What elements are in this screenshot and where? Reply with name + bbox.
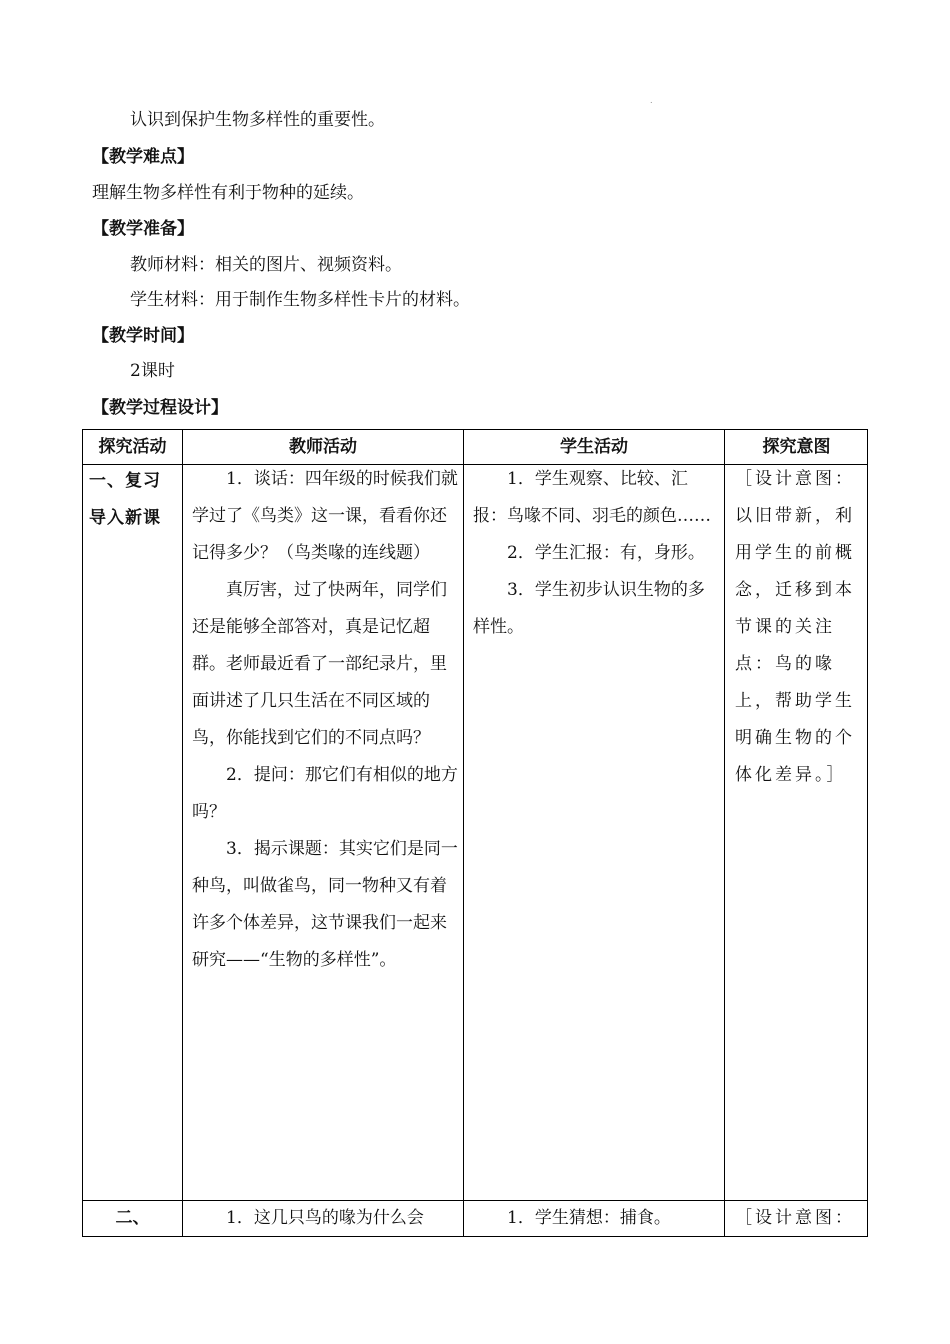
row1-activity: 一、复习导入新课 bbox=[89, 471, 161, 528]
row2-teacher: 1．这几只鸟的喙为什么会 bbox=[226, 1208, 424, 1228]
heading-process: 【教学过程设计】 bbox=[92, 398, 228, 418]
teacher-paragraph: 真厉害，过了快两年，同学们还是能够全部答对，真是记忆超群。老师最近看了一部纪录片，里面讲述了几只生活在不同区域的鸟，你能找到它们的不同点吗？ bbox=[192, 580, 447, 748]
column-divider bbox=[724, 430, 725, 1236]
column-divider bbox=[182, 430, 183, 1236]
time-text: 2课时 bbox=[130, 361, 175, 381]
header-activity: 探究活动 bbox=[98, 437, 167, 457]
column-divider bbox=[463, 430, 464, 1236]
intro-line: 认识到保护生物多样性的重要性。 bbox=[130, 110, 385, 130]
teacher-paragraph: 3．揭示课题：其实它们是同一种鸟，叫做雀鸟，同一物种又有着许多个体差异，这节课我们一起来研究——“生物的多样性”。 bbox=[192, 839, 458, 970]
teacher-paragraph: 1．谈话：四年级的时候我们就学过了《鸟类》这一课，看看你还记得多少？（鸟类喙的连线题） bbox=[192, 469, 458, 563]
process-table bbox=[82, 429, 868, 1237]
heading-preparation: 【教学准备】 bbox=[92, 219, 194, 239]
row2-activity: 二、 bbox=[115, 1208, 150, 1228]
stray-mark: . bbox=[650, 96, 653, 105]
heading-time: 【教学时间】 bbox=[92, 326, 194, 346]
row1-teacher-cell bbox=[192, 461, 458, 979]
row2-design: ［设计意图： bbox=[735, 1208, 855, 1228]
header-teacher: 教师活动 bbox=[289, 437, 357, 457]
row1-student-cell bbox=[473, 461, 719, 646]
student-paragraph: 3．学生初步认识生物的多样性。 bbox=[473, 580, 705, 637]
student-paragraph: 1．学生观察、比较、汇报：鸟喙不同、羽毛的颜色…… bbox=[473, 469, 711, 526]
header-design: 探究意图 bbox=[762, 437, 831, 457]
teacher-paragraph: 2．提问：那它们有相似的地方吗？ bbox=[192, 765, 458, 822]
student-paragraph: 2．学生汇报：有，身形。 bbox=[507, 543, 705, 563]
row1-design: ［设计意图：以旧带新，利用学生的前概念，迁移到本节课的关注点：鸟的喙上，帮助学生明确生物的个体化差异。］ bbox=[735, 469, 855, 785]
difficulty-text: 理解生物多样性有利于物种的延续。 bbox=[92, 183, 364, 203]
teacher-materials: 教师材料：相关的图片、视频资料。 bbox=[130, 255, 402, 275]
header-student: 学生活动 bbox=[560, 437, 628, 457]
student-materials: 学生材料：用于制作生物多样性卡片的材料。 bbox=[130, 290, 470, 310]
heading-difficulty: 【教学难点】 bbox=[92, 147, 194, 167]
row2-student: 1．学生猜想：捕食。 bbox=[507, 1208, 671, 1228]
